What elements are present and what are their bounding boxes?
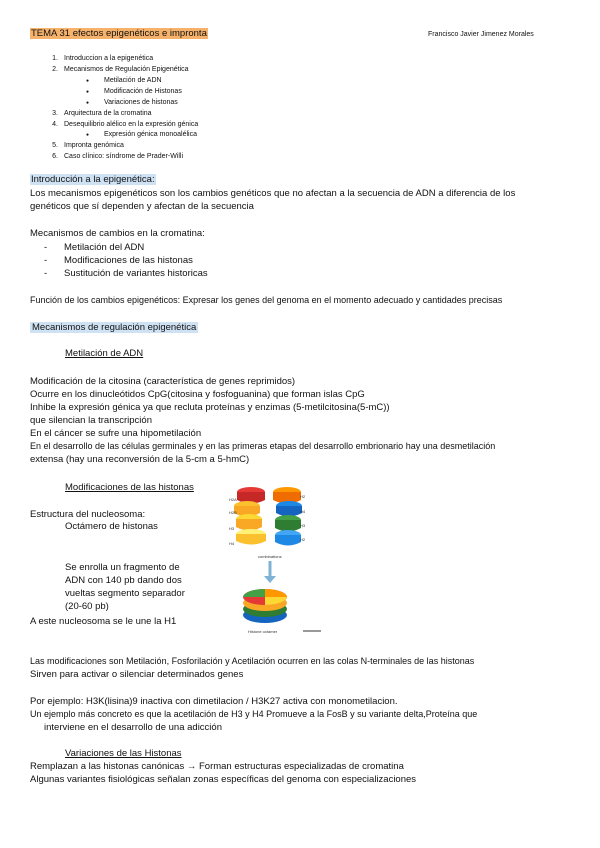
wrap-line: vueltas segmento separador — [65, 588, 185, 599]
intro-paragraph-line: genéticos que sí dependen y afectan de la secuencia — [30, 201, 254, 212]
modifications-line: Las modificaciones son Metilación, Fosforilación y Acetilación ocurren en las colas N-terminales de las histonas — [30, 656, 475, 666]
wrap-line: (20-60 pb) — [65, 601, 109, 612]
nucleosome-structure: Estructura del nucleosoma: — [30, 509, 146, 520]
histones-heading: Modificaciones de las histonas — [65, 482, 194, 493]
figure-label: H2 — [300, 537, 306, 542]
mechanism-item: - Modificaciones de las histonas — [44, 255, 193, 266]
intro-heading: Introducción a la epigenética: — [31, 174, 155, 185]
variations-line: Remplazan a las histonas canónicas → Forman estructuras especializadas de cromatina — [30, 761, 404, 772]
methylation-line: En el desarrollo de las células germinales y en las primeras etapas del desarrollo embrionario hay una desmetilación — [30, 441, 496, 451]
mechanism-item: - Metilación del ADN — [44, 242, 145, 253]
histone-diagram-image — [225, 483, 325, 638]
variations-heading: Variaciones de las Histonas — [65, 748, 182, 759]
methylation-line: Modificación de la citosina (característica de genes reprimidos) — [30, 376, 296, 387]
author-name: Francisco Javier Jimenez Morales — [428, 31, 534, 38]
methylation-line: Ocurre en los dinucleótidos CpG(citosina y fosfoguanina) que forman islas CpG — [30, 389, 365, 400]
figure-label: H2A — [229, 497, 237, 502]
methylation-line: Inhibe la expresión génica ya que recluta proteínas y enzimas (5-metilcitosina(5-mC)) — [30, 402, 390, 413]
figure-caption: Histone octamer — [248, 629, 278, 634]
modifications-line: Sirven para activar o silenciar determinados genes — [30, 669, 244, 680]
h1-line: A este nucleosoma se le une la H1 — [30, 616, 177, 627]
figure-label: H2B — [229, 510, 237, 515]
methylation-line: En el cáncer se sufre una hipometilación — [30, 428, 202, 439]
mechanisms-title: Mecanismos de cambios en la cromatina: — [30, 228, 205, 239]
figure-label: H2 — [300, 494, 306, 499]
figure-label: H3 — [229, 526, 235, 531]
document-title: TEMA 31 efectos epigenéticos e impronta — [31, 28, 207, 39]
figure-label: H3 — [300, 523, 306, 528]
regulation-heading: Mecanismos de regulación epigenética — [32, 322, 197, 333]
function-line: Función de los cambios epigenéticos: Expresar los genes del genoma en el momento adecuado y cantidades precisas — [30, 295, 503, 305]
intro-paragraph-line: Los mecanismos epigenéticos son los cambios genéticos que no afectan a la secuencia de ADN a diferencia de los — [30, 188, 516, 199]
variations-line: Algunas variantes fisiológicas señalan zonas específicas del genoma con especializaciones — [30, 774, 417, 785]
wrap-line: Se enrolla un fragmento de — [65, 562, 180, 573]
wrap-line: ADN con 140 pb dando dos — [65, 575, 182, 586]
methylation-heading: Metilación de ADN — [65, 348, 144, 359]
figure-caption: combinations — [258, 554, 282, 559]
methylation-line: extensa (hay una reconversión de la 5-cm a 5-hmC) — [30, 454, 250, 465]
figure-label: H4 — [300, 509, 306, 514]
mechanism-item: - Sustitución de variantes historicas — [44, 268, 208, 279]
example-line: Un ejemplo más concreto es que la acetilación de H3 y H4 Promueve a la FosB y su variante delta,Proteína que — [30, 709, 478, 719]
methylation-line: que silencian la transcripción — [30, 415, 152, 426]
example-line: Por ejemplo: H3K(lisina)9 inactiva con dimetilacion / H3K27 activa con monometilacion. — [30, 696, 398, 707]
example-line: interviene en el desarrollo de una adicción — [44, 722, 222, 733]
octamer-label: Octámero de histonas — [65, 521, 158, 532]
figure-label: H4 — [229, 541, 235, 546]
